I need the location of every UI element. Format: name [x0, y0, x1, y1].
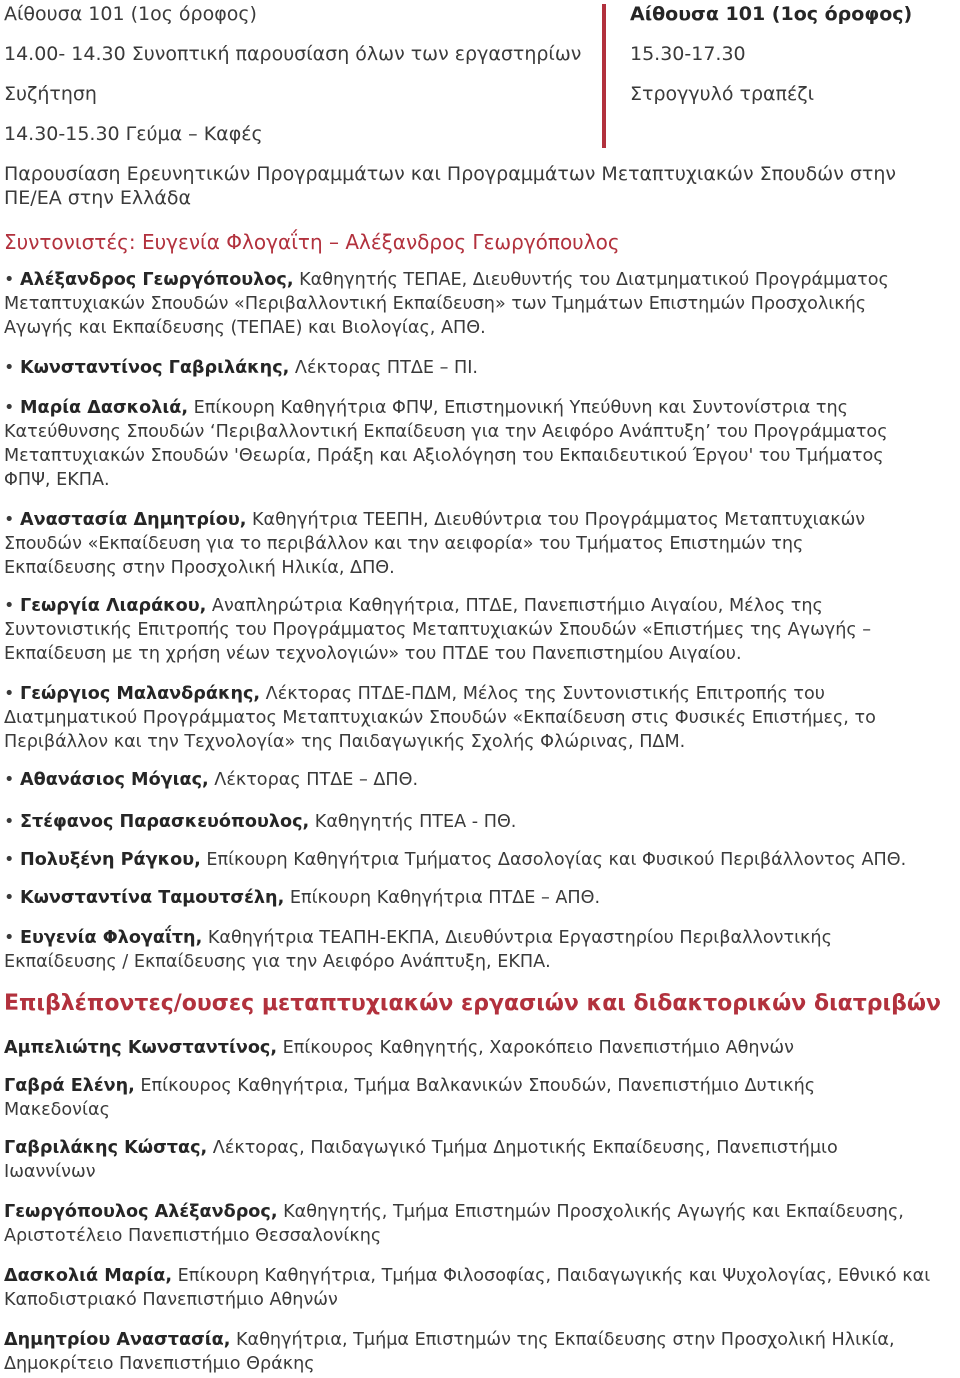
panelist-name: Γεώργιος Μαλανδράκης, — [20, 684, 261, 704]
panelist-text: Λέκτορας ΠΤΔΕ – ΠΙ. — [289, 358, 478, 378]
divider-bar — [602, 4, 606, 148]
panelist-item — [4, 848, 906, 872]
bullet-icon: • — [4, 812, 15, 832]
panelist-name: Αναστασία Δημητρίου, — [20, 510, 247, 530]
panelist-text: Εκπαίδευσης στην Προσχολική Ηλικία, ΔΠΘ. — [4, 558, 395, 578]
supervisor-line — [4, 1036, 794, 1060]
supervisor-name: Γαβρά Ελένη, — [4, 1076, 135, 1096]
supervisor-line — [4, 1352, 895, 1376]
panelist-line — [4, 268, 889, 292]
supervisor-line — [4, 1136, 838, 1160]
supervisor-text: Επίκουρος Καθηγήτρια, Τμήμα Βαλκανικών Σπουδών, Πανεπιστήμιο Δυτικής — [134, 1076, 816, 1096]
panelist-text: Μεταπτυχιακών Σπουδών «Περιβαλλοντική Εκπαίδευση» των Τμημάτων Επιστημών Προσχολικής — [4, 294, 867, 314]
panelist-text: Λέκτορας ΠΤΔΕ-ΠΔΜ, Μέλος της Συντονιστικής Επιτροπής του — [260, 684, 825, 704]
panelist-text: Μεταπτυχιακών Σπουδών 'Θεωρία, Πράξη και Αξιολόγηση του Εκπαιδευτικού Έργου' του Τμήματος — [4, 446, 884, 466]
panelist-line — [4, 594, 871, 618]
panelist-line — [4, 316, 889, 340]
supervisor-text: Καθηγητής, Τμήμα Επιστημών Προσχολικής Αγωγής και Εκπαίδευσης, — [277, 1202, 904, 1222]
panelist-name: Κωνσταντίνα Ταμουτσέλη, — [20, 888, 285, 908]
supervisor-text: Μακεδονίας — [4, 1100, 110, 1120]
bullet-icon: • — [4, 270, 15, 290]
right-activity: Στρογγυλό τραπέζι — [630, 83, 815, 105]
bullet-icon: • — [4, 510, 15, 530]
bullet-icon: • — [4, 850, 15, 870]
right-time: 15.30-17.30 — [630, 43, 746, 65]
supervisor-name: Δημητρίου Αναστασία, — [4, 1330, 231, 1350]
bullet-icon: • — [4, 398, 15, 418]
right-room: Αίθουσα 101 (1ος όροφος) — [630, 3, 913, 25]
panelist-text: Επίκουρη Καθηγήτρια Τμήματος Δασολογίας και Φυσικού Περιβάλλοντος ΑΠΘ. — [200, 850, 907, 870]
panelist-text: Λέκτορας ΠΤΔΕ – ΔΠΘ. — [208, 770, 419, 790]
panelist-text: Καθηγητής ΤΕΠΑΕ, Διευθυντής του Διατμηματικού Προγράμματος — [293, 270, 889, 290]
supervisor-line — [4, 1288, 930, 1312]
section-title-line-1: Παρουσίαση Ερευνητικών Προγραμμάτων και Προγραμμάτων Μεταπτυχιακών Σπουδών στην — [4, 163, 896, 185]
panelist-name: Αθανάσιος Μόγιας, — [20, 770, 209, 790]
panelist-item — [4, 926, 832, 974]
panelist-name: Κωνσταντίνος Γαβριλάκης, — [20, 358, 290, 378]
supervisor-name: Δασκολιά Μαρία, — [4, 1266, 173, 1286]
panelist-line — [4, 682, 876, 706]
supervisor-line — [4, 1224, 904, 1248]
left-slot-1: 14.00- 14.30 Συνοπτική παρουσίαση όλων των εργαστηρίων — [4, 43, 582, 65]
left-slot-2: 14.30-15.30 Γεύμα – Καφές — [4, 123, 263, 145]
panelist-item — [4, 396, 888, 492]
panelist-line — [4, 810, 516, 834]
panelist-name: Αλέξανδρος Γεωργόπουλος, — [20, 270, 294, 290]
panelist-text: Εκπαίδευση με τη χρήση νέων τεχνολογιών» του ΠΤΔΕ του Πανεπιστημίου Αιγαίου. — [4, 644, 742, 664]
supervisor-line — [4, 1160, 838, 1184]
supervisor-line — [4, 1328, 895, 1352]
supervisor-line — [4, 1098, 815, 1122]
supervisor-text: Καθηγήτρια, Τμήμα Επιστημών της Εκπαίδευσης στην Προσχολική Ηλικία, — [230, 1330, 895, 1350]
bullet-icon: • — [4, 596, 15, 616]
panelist-line — [4, 950, 832, 974]
panelist-item — [4, 810, 516, 834]
panelist-text: Επίκουρη Καθηγήτρια ΠΤΔΕ – ΑΠΘ. — [284, 888, 601, 908]
panelist-line — [4, 508, 865, 532]
panelist-line — [4, 618, 871, 642]
supervisor-line — [4, 1200, 904, 1224]
panelist-name: Μαρία Δασκολιά, — [20, 398, 189, 418]
supervisor-item — [4, 1136, 838, 1184]
panelist-line — [4, 886, 600, 910]
panelist-item — [4, 594, 871, 666]
panelist-line — [4, 292, 889, 316]
supervisors-heading: Επιβλέποντες/ουσες μεταπτυχιακών εργασιών και διδακτορικών διατριβών — [4, 991, 941, 1016]
supervisor-text: Ιωαννίνων — [4, 1162, 96, 1182]
panelist-item — [4, 508, 865, 580]
panelist-line — [4, 532, 865, 556]
panelist-text: Αναπληρώτρια Καθηγήτρια, ΠΤΔΕ, Πανεπιστήμιο Αιγαίου, Μέλος της — [206, 596, 823, 616]
panelist-item — [4, 768, 418, 792]
panelist-text: Καθηγήτρια ΤΕΑΠΗ-ΕΚΠΑ, Διευθύντρια Εργαστηρίου Περιβαλλοντικής — [202, 928, 832, 948]
supervisor-text: Επίκουρη Καθηγήτρια, Τμήμα Φιλοσοφίας, Παιδαγωγικής και Ψυχολογίας, Εθνικό και — [172, 1266, 931, 1286]
panelist-item — [4, 886, 600, 910]
panelist-item — [4, 268, 889, 340]
supervisor-text: Επίκουρος Καθηγητής, Χαροκόπειο Πανεπιστήμιο Αθηνών — [277, 1038, 794, 1058]
supervisor-name: Αμπελιώτης Κωνσταντίνος, — [4, 1038, 278, 1058]
panelist-name: Πολυξένη Ράγκου, — [20, 850, 201, 870]
supervisor-text: Αριστοτέλειο Πανεπιστήμιο Θεσσαλονίκης — [4, 1226, 382, 1246]
bullet-icon: • — [4, 684, 15, 704]
supervisor-line — [4, 1264, 930, 1288]
bullet-icon: • — [4, 770, 15, 790]
panelist-text: Αγωγής και Εκπαίδευσης (ΤΕΠΑΕ) και Βιολογίας, ΑΠΘ. — [4, 318, 486, 338]
panelist-text: Κατεύθυνσης Σπουδών ‘Περιβαλλοντική Εκπαίδευση για την Αειφόρο Ανάπτυξη’ του Προγράμματος — [4, 422, 888, 442]
panelist-line — [4, 444, 888, 468]
panelist-line — [4, 848, 906, 872]
left-room: Αίθουσα 101 (1ος όροφος) — [4, 3, 257, 25]
bullet-icon: • — [4, 358, 15, 378]
supervisor-name: Γεωργόπουλος Αλέξανδρος, — [4, 1202, 278, 1222]
section-title-line-2: ΠΕ/ΕΑ στην Ελλάδα — [4, 187, 192, 209]
supervisor-name: Γαβριλάκης Κώστας, — [4, 1138, 208, 1158]
panelist-item — [4, 682, 876, 754]
panelist-line — [4, 768, 418, 792]
panelist-text: Σπουδών «Εκπαίδευση για το περιβάλλον και την αειφορία» του Τμήματος Επιστημών της — [4, 534, 804, 554]
panelist-name: Ευγενία Φλογαΐτη, — [20, 928, 203, 948]
supervisor-text: Λέκτορας, Παιδαγωγικό Τμήμα Δημοτικής Εκπαίδευσης, Πανεπιστήμιο — [207, 1138, 838, 1158]
supervisor-item — [4, 1074, 815, 1122]
bullet-icon: • — [4, 888, 15, 908]
supervisor-item — [4, 1036, 794, 1060]
panelist-name: Στέφανος Παρασκευόπουλος, — [20, 812, 310, 832]
coordinators-heading: Συντονιστές: Ευγενία Φλογαΐτη – Αλέξανδρος Γεωργόπουλος — [4, 230, 620, 254]
supervisor-line — [4, 1074, 815, 1098]
panelist-line — [4, 926, 832, 950]
supervisor-item — [4, 1264, 930, 1312]
supervisor-text: Δημοκρίτειο Πανεπιστήμιο Θράκης — [4, 1354, 315, 1374]
panelist-text: Συντονιστικής Επιτροπής του Προγράμματος Μεταπτυχιακών Σπουδών «Επιστήμες της Αγωγής – — [4, 620, 872, 640]
left-discussion: Συζήτηση — [4, 83, 97, 105]
panelist-text: Επίκουρη Καθηγήτρια ΦΠΨ, Επιστημονική Υπεύθυνη και Συντονίστρια της — [188, 398, 848, 418]
panelist-line — [4, 468, 888, 492]
panelist-name: Γεωργία Λιαράκου, — [20, 596, 207, 616]
panelist-item — [4, 356, 478, 380]
panelist-line — [4, 706, 876, 730]
panelist-line — [4, 642, 871, 666]
panelist-text: Περιβάλλον και την Τεχνολογία» της Παιδαγωγικής Σχολής Φλώρινας, ΠΔΜ. — [4, 732, 686, 752]
supervisor-item — [4, 1328, 895, 1376]
supervisor-item — [4, 1200, 904, 1248]
panelist-line — [4, 420, 888, 444]
bullet-icon: • — [4, 928, 15, 948]
panelist-text: Διατμηματικού Προγράμματος Μεταπτυχιακών Σπουδών «Εκπαίδευση στις Φυσικές Επιστήμες, το — [4, 708, 876, 728]
panelist-text: ΦΠΨ, ΕΚΠΑ. — [4, 470, 110, 490]
panelist-text: Καθηγητής ΠΤΕΑ - ΠΘ. — [309, 812, 517, 832]
panelist-line — [4, 556, 865, 580]
panelist-text: Εκπαίδευσης / Εκπαίδευσης για την Αειφόρο Ανάπτυξη, ΕΚΠΑ. — [4, 952, 551, 972]
panelist-line — [4, 396, 888, 420]
panelist-line — [4, 730, 876, 754]
panelist-text: Καθηγήτρια ΤΕΕΠΗ, Διευθύντρια του Προγράμματος Μεταπτυχιακών — [246, 510, 866, 530]
supervisor-text: Καποδιστριακό Πανεπιστήμιο Αθηνών — [4, 1290, 338, 1310]
panelist-line — [4, 356, 478, 380]
